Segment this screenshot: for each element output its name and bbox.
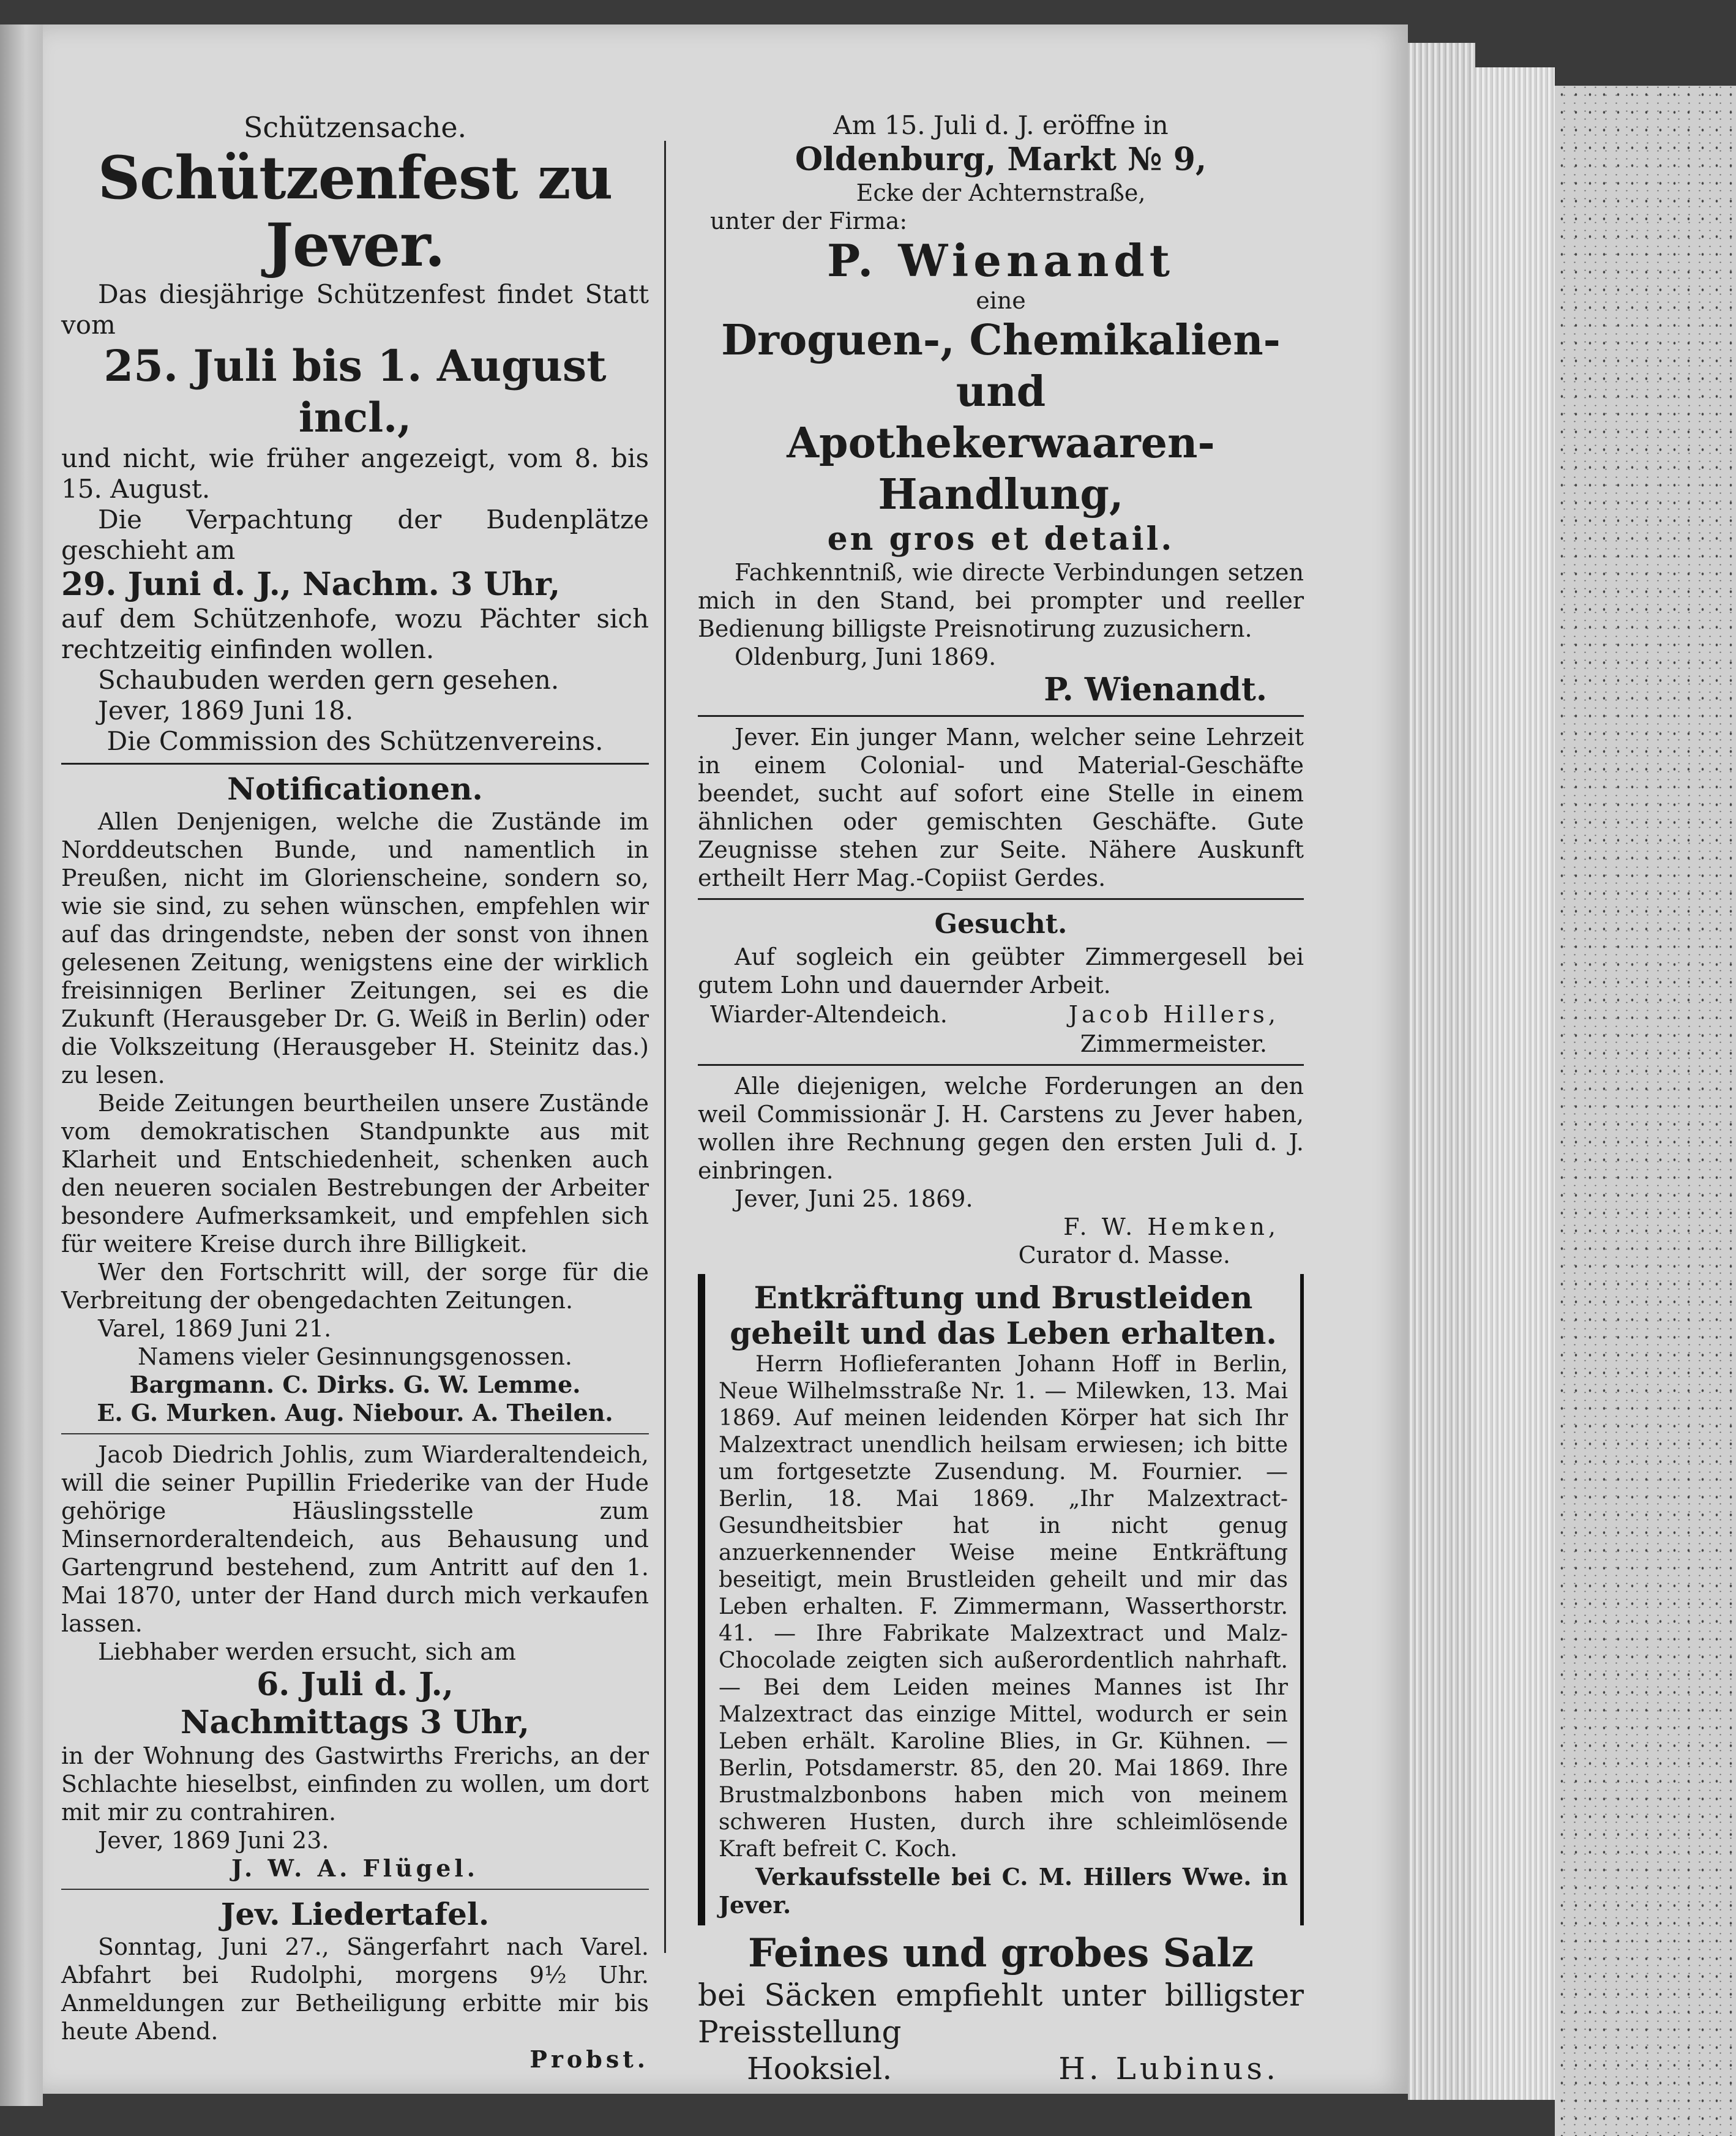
ad-engros: en gros et detail. — [827, 520, 1175, 558]
ad-text: Das diesjährige Schützenfest findet Statt vom — [61, 279, 649, 340]
notice-title-line: Zimmermeister. — [1080, 1030, 1267, 1057]
ad-text: Herrn Hoflieferanten Johann Hoff in Berlin, Neue Wilhelmsstraße Nr. 1. — Milewken, 13. Mai 1869. Auf meinen leidenden Körper hat sich Ihr Malzextract unendlich heilsam erwiesen; ich bitte um fortgesetzte Zusendung. M. Fournier. — Berlin, 18. Mai 1869. „Ihr Malzextract-Gesundheitsbier hat in nicht genug anzuerkennender Weise meine Entkräftung beseitigt, mein Brustleiden geheilt und mir das Leben erhalten. F. Zimmermann, Wasserthorstr. 41. — Ihre Fabrikate Malzextract und Malz-Chocolade zeigten sich außerordentlich nahrhaft. — Bei dem Leiden meines Mannes ist Ihr Malzextract das einzige Mittel, wodurch er sein Leben erhält. Karoline Blies, in Gr. Kühnen. — Berlin, Potsdamerstr. 85, den 20. Mai 1869. Ihre Brustmalzbonbons haben mich von meinem schweren Husten, durch ihre schleimlösende Kraft befreit C. Koch. — [719, 1352, 1288, 1862]
ad-wienandt — [698, 110, 1304, 709]
ad-address: Oldenburg, Markt № 9, — [795, 141, 1207, 178]
notice-text: Alle diejenigen, welche Forderungen an den weil Commissionär J. H. Carstens zu Jever haben, wollen ihre Rechnung gegen den ersten Juli d. J. einbringen. — [698, 1073, 1304, 1184]
ad-text: Schaubuden werden gern gesehen. — [98, 665, 559, 695]
book-cover — [1555, 86, 1736, 2136]
notice-text: Jacob Diedrich Johlis, zum Wiarderaltendeich, will die seiner Pupillin Friederike van der Hude gehörige Häuslingsstelle zum Minsernorderaltendeich, aus Behausung und Gartengrund bestehend, zum Antritt auf den 1. Mai 1870, unter der Hand durch mich verkaufen lassen. — [61, 1441, 649, 1637]
notice-signature: Probst. — [529, 2045, 649, 2073]
notice-date-line: Varel, 1869 Juni 21. — [98, 1315, 332, 1342]
ad-text: Ecke der Achternstraße, — [856, 179, 1146, 206]
notice-signature: Jacob Hillers, — [1068, 1001, 1279, 1028]
ad-text: Fachkenntniß, wie directe Verbindungen setzen mich in den Stand, bei prompter und reeller Bedienung billigste Preisnotirung zuzusichern. — [698, 559, 1304, 642]
column-rule — [664, 141, 666, 1953]
notice-text: Liebhaber werden ersucht, sich am — [98, 1638, 516, 1665]
ad-place: Hooksiel. — [747, 2051, 892, 2086]
notice-date-line: Jever, 1869 Juni 23. — [98, 1827, 329, 1854]
notice-text: Sonntag, Juni 27., Sängerfahrt nach Varel. Abfahrt bei Rudolphi, morgens 9½ Uhr. Anmeldungen zur Betheiligung erbitte mir bis heute Abend. — [61, 1933, 649, 2045]
section-title: Notificationen. — [227, 771, 483, 807]
notice-time: Nachmittags 3 Uhr, — [180, 1704, 530, 1741]
ad-title: Entkräftung und Brustleiden geheilt und das Leben erhalten. — [730, 1280, 1277, 1351]
ad-signature: Die Commission des Schützenvereins. — [107, 726, 604, 756]
notice-text: Jever. Ein junger Mann, welcher seine Lehrzeit in einem Colonial- und Material-Geschäfte beendet, sucht auf sofort eine Stelle in einem ähnlichen oder gemischten Geschäfte. Gute Zeugnisse stehen zur Seite. Nähere Auskunft ertheilt Herr Mag.-Copiist Gerdes. — [698, 724, 1304, 891]
notice-creditors — [698, 1072, 1304, 1269]
ad-sales-point: Verkaufsstelle bei C. M. Hillers Wwe. in Jever. — [719, 1863, 1288, 1919]
notice-liedertafel — [61, 1896, 649, 2074]
ad-title: Feines und grobes Salz — [748, 1930, 1254, 1976]
notice-text: Allen Denjenigen, welche die Zustände im Norddeutschen Bunde, und namentlich in Preußen, nicht im Glorienscheine, sondern so, wie sie sind, zu sehen wünschen, empfehlen wir auf das dringendste, neben der sonst von ihnen gelesenen Zeitung, wenigstens eine der wirklich freisinnigen Berliner Zeitungen, sei es die Zukunft (Herausgeber Dr. G. Weiß in Berlin) oder die Volkszeitung (Herausgeber H. Steinitz das.) zu lesen. — [61, 808, 649, 1089]
section-divider — [698, 715, 1304, 717]
notice-text: Auf sogleich ein geübter Zimmergesell bei gutem Lohn und dauernder Arbeit. — [698, 943, 1304, 999]
section-title: Jev. Liedertafel. — [220, 1896, 490, 1932]
notice-date: 6. Juli d. J., — [256, 1666, 454, 1703]
right-column — [698, 110, 1304, 2087]
notice-names: E. G. Murken. Aug. Niebour. A. Theilen. — [97, 1399, 613, 1426]
ad-text: bei Säcken empfiehlt unter billigster Preisstellung — [698, 1977, 1304, 2050]
notice-place: Wiarder-Altendeich. — [710, 1001, 948, 1028]
ad-business-type: Droguen-, Chemikalien- und — [721, 316, 1281, 416]
ad-salz — [698, 1930, 1304, 2087]
notice-signature: J. W. A. Flügel. — [231, 1854, 479, 1882]
left-column — [61, 110, 649, 2074]
notice-title-line: Curator d. Masse. — [1018, 1242, 1230, 1268]
ad-incl: incl., — [298, 394, 412, 441]
section-divider — [698, 898, 1304, 900]
notice-sale — [61, 1441, 649, 1883]
page-stack-outer — [1475, 67, 1555, 2100]
ad-schuetzenfest — [61, 110, 649, 757]
ad-text: auf dem Schützenhofe, wozu Pächter sich rechtzeitig einfinden wollen. — [61, 604, 649, 664]
notice-text: Namens vieler Gesinnungsgenossen. — [138, 1343, 572, 1370]
notice-gesucht — [698, 906, 1304, 1058]
ad-text: und nicht, wie früher angezeigt, vom 8. bis 15. August. — [61, 443, 649, 504]
ad-dates: 25. Juli bis 1. August — [103, 340, 607, 391]
notice-text: Wer den Fortschritt will, der sorge für die Verbreitung der obengedachten Zeitungen. — [61, 1259, 649, 1314]
section-title: Gesucht. — [934, 909, 1068, 940]
section-divider — [61, 1433, 649, 1434]
left-page-edge — [0, 24, 43, 2106]
section-divider — [698, 1064, 1304, 1066]
notice-notificationen — [61, 771, 649, 1427]
ad-kicker: Schützensache. — [243, 111, 467, 144]
ad-date-line: Jever, 1869 Juni 18. — [98, 695, 354, 725]
ad-text: unter der Firma: — [710, 208, 908, 234]
section-divider — [61, 1889, 649, 1890]
notice-text: in der Wohnung des Gastwirths Frerichs, an der Schlachte hieselbst, einfinden zu wollen, um dort mit mir zu contrahiren. — [61, 1742, 649, 1826]
ad-date-line: Oldenburg, Juni 1869. — [735, 643, 997, 670]
page-stack — [1408, 43, 1475, 2100]
ad-signature: H. Lubinus. — [1058, 2051, 1279, 2086]
ad-firm-name: P. Wienandt — [826, 234, 1175, 287]
notice-date-line: Jever, Juni 25. 1869. — [735, 1185, 973, 1212]
ad-text: Am 15. Juli d. J. eröffne in — [833, 110, 1169, 140]
ad-business-type: Apothekerwaaren-Handlung, — [787, 419, 1215, 519]
ad-date: 29. Juni d. J., Nachm. 3 Uhr, — [61, 566, 561, 603]
ad-text: Die Verpachtung der Budenplätze geschieht am — [61, 504, 649, 565]
ad-malzextract — [698, 1274, 1304, 1925]
notice-signature: F. W. Hemken, — [1063, 1213, 1279, 1240]
ad-text: eine — [976, 287, 1026, 314]
notice-job-seeker — [698, 723, 1304, 892]
notice-text: Beide Zeitungen beurtheilen unsere Zustände vom demokratischen Standpunkte aus mit Klarheit und Entschiedenheit, schenken auch den neueren socialen Bestrebungen der Arbeiter besondere Aufmerksamkeit, und empfehlen sich für weitere Kreise durch ihre Billigkeit. — [61, 1090, 649, 1257]
ad-signature: P. Wienandt. — [1044, 671, 1267, 708]
ad-title: Schützenfest zu Jever. — [97, 143, 613, 280]
section-divider — [61, 763, 649, 765]
notice-names: Bargmann. C. Dirks. G. W. Lemme. — [129, 1371, 581, 1398]
